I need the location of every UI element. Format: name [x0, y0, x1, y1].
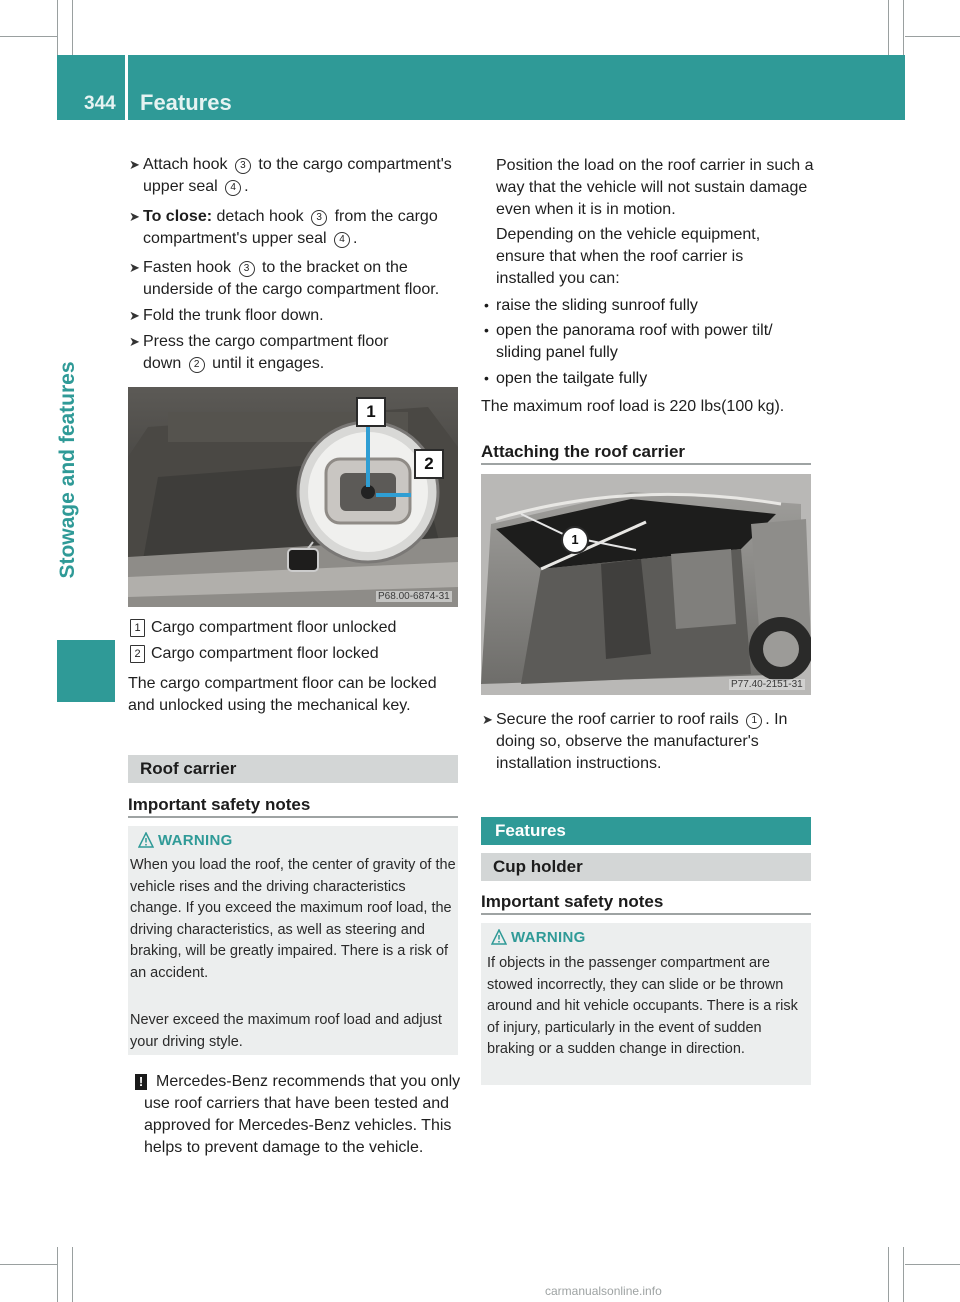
page-number: 344	[84, 93, 116, 114]
section-heading-text: Cup holder	[493, 857, 583, 876]
side-tab-box	[57, 640, 115, 702]
section-heading-text: Features	[495, 821, 566, 840]
ref-marker: 2	[189, 357, 205, 373]
crop-mark	[903, 1247, 904, 1302]
subheading-attaching: Attaching the roof carrier	[481, 442, 686, 461]
bullet-item	[484, 295, 814, 317]
ref-marker: 4	[334, 232, 350, 248]
crop-mark	[888, 1247, 889, 1302]
cargo-floor-illustration	[128, 387, 458, 607]
step-text: until it engages.	[207, 355, 325, 372]
ref-marker: 3	[311, 210, 327, 226]
roof-carrier-illustration	[481, 474, 811, 695]
step-arrow-icon: ➤	[482, 712, 493, 727]
step-text: to the cargo compartment's upper seal	[143, 156, 452, 195]
step-text: detach hook	[212, 208, 309, 225]
section-heading-cup-holder	[481, 853, 811, 881]
subheading-rule	[481, 463, 811, 465]
section-heading-roof-carrier	[128, 755, 458, 783]
watermark: carmanualsonline.info	[545, 1284, 662, 1298]
step-arrow-icon: ➤	[129, 157, 140, 172]
figure-callout-1: 1	[561, 526, 589, 554]
warning-triangle-icon	[138, 832, 154, 848]
crop-mark	[57, 0, 58, 55]
note-exclamation-icon: !	[135, 1074, 147, 1090]
subheading-rule	[128, 816, 458, 818]
legend-item	[130, 617, 396, 639]
body-paragraph: The maximum roof load is 220 lbs(100 kg).	[481, 398, 785, 415]
step-press-floor	[129, 331, 423, 375]
crop-mark	[72, 1247, 73, 1302]
legend-text: Cargo compartment floor unlocked	[151, 619, 397, 636]
crop-mark	[903, 0, 904, 55]
warning-title: WARNING	[158, 832, 233, 849]
ref-marker: 4	[225, 180, 241, 196]
bullet-item	[484, 368, 814, 390]
figure-code: P68.00-6874-31	[378, 591, 450, 602]
step-text: Press the cargo compartment floor down	[143, 333, 389, 372]
step-text: . In doing so, observe the manufacturer's installation instructions.	[496, 711, 788, 772]
crop-mark	[905, 36, 960, 37]
ref-marker: 3	[239, 261, 255, 277]
step-text: Attach hook	[143, 156, 232, 173]
subheading-rule	[481, 913, 811, 915]
step-text: from the cargo compartment's upper seal	[143, 208, 438, 247]
bullet-text: open the tailgate fully	[496, 370, 648, 387]
crop-mark	[57, 1247, 58, 1302]
bullet-text: open the panorama roof with power tilt/ sliding panel fully	[496, 322, 773, 361]
crop-mark	[0, 1264, 57, 1265]
warning-box	[128, 826, 458, 1055]
roof-carrier-figure	[481, 474, 811, 695]
step-fold-floor	[129, 305, 463, 327]
figure-callout-1: 1	[356, 397, 386, 427]
step-text: Fasten hook	[143, 259, 236, 276]
crop-mark	[72, 0, 73, 55]
step-text: Secure the roof carrier to roof rails	[496, 711, 744, 728]
warning-box	[481, 923, 811, 1085]
crop-mark	[0, 36, 57, 37]
step-arrow-icon: ➤	[129, 308, 140, 323]
bullet-item	[484, 320, 814, 364]
step-secure-carrier	[482, 709, 814, 775]
ref-marker: 1	[746, 713, 762, 729]
cargo-floor-figure	[128, 387, 458, 607]
warning-text: If objects in the passenger compartment are stowed incorrectly, they can slide or be thrown around and hit vehicle occupants. There is a risk of injury, particularly in the event of sudden braking or a sudden change in direction.	[487, 955, 798, 1057]
figure-callout-2: 2	[414, 449, 444, 479]
step-text: .	[353, 230, 358, 247]
warning-title: WARNING	[511, 929, 586, 946]
section-heading-text: Roof carrier	[140, 759, 237, 778]
step-text: .	[244, 178, 249, 195]
step-text: to the bracket on the underside of the cargo compartment floor.	[143, 259, 440, 298]
subheading-safety-notes: Important safety notes	[481, 892, 664, 911]
legend-text: Cargo compartment floor locked	[151, 645, 379, 662]
step-bold-label: To close:	[143, 208, 213, 225]
section-heading-features	[481, 817, 811, 845]
bullet-dot-icon: •	[484, 370, 489, 386]
subheading-safety-notes: Important safety notes	[128, 795, 311, 814]
crop-mark	[905, 1264, 960, 1265]
bullet-dot-icon: •	[484, 322, 489, 338]
warning-text: When you load the roof, the center of gravity of the vehicle rises and the driving characteristics change. If you exceed the maximum roof load, the driving characteristics, as well as steering and braking, will be greatly impaired. There is a risk of an accident.	[130, 857, 456, 981]
bullet-dot-icon: •	[484, 297, 489, 313]
crop-mark	[888, 0, 889, 55]
page-title: Features	[140, 90, 232, 115]
step-to-close	[129, 206, 463, 250]
body-paragraph: Depending on the vehicle equipment, ensure that when the roof carrier is installed you can:	[496, 226, 761, 287]
legend-number-icon: 1	[130, 619, 145, 637]
legend-number-icon: 2	[130, 645, 145, 663]
header-divider	[125, 55, 128, 120]
step-arrow-icon: ➤	[129, 260, 140, 275]
body-paragraph: Position the load on the roof carrier in such a way that the vehicle will not sustain damage even when it is in motion.	[496, 157, 814, 218]
figure-code: P77.40-2151-31	[731, 679, 803, 690]
step-attach-hook	[129, 154, 463, 198]
step-text: Fold the trunk floor down.	[143, 307, 324, 324]
step-arrow-icon: ➤	[129, 209, 140, 224]
legend-item	[130, 643, 379, 665]
warning-text: Never exceed the maximum roof load and adjust your driving style.	[130, 1012, 442, 1050]
ref-marker: 3	[235, 158, 251, 174]
bullet-text: raise the sliding sunroof fully	[496, 297, 698, 314]
note-text: Mercedes-Benz recommends that you only use roof carriers that have been tested and approved for Mercedes-Benz vehicles. This helps to prevent damage to the vehicle.	[144, 1073, 461, 1156]
body-paragraph: The cargo compartment floor can be locked and unlocked using the mechanical key.	[128, 675, 437, 714]
side-tab-label: Stowage and features	[56, 361, 79, 579]
step-arrow-icon: ➤	[129, 334, 140, 349]
warning-triangle-icon	[491, 929, 507, 945]
step-fasten-hook	[129, 257, 465, 301]
